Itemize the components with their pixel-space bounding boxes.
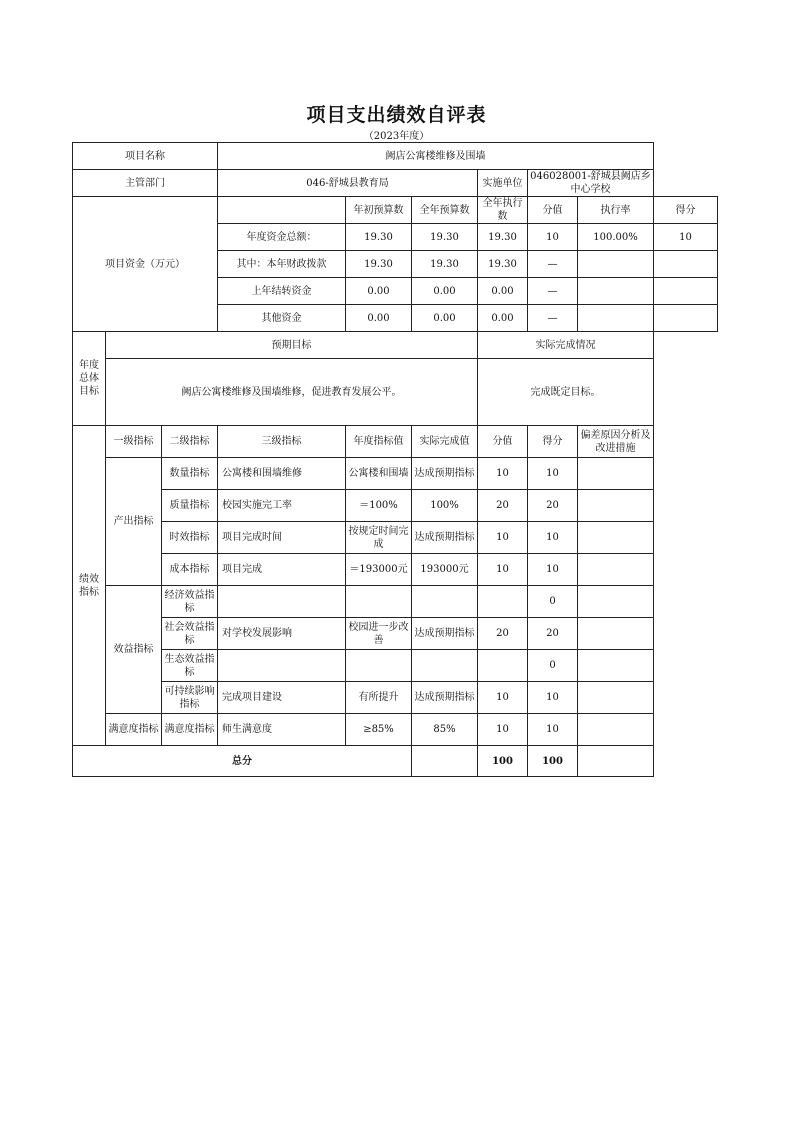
indicator-note — [578, 714, 654, 746]
indicator-weight: 20 — [478, 618, 528, 650]
indicator-header: 三级指标 — [218, 426, 346, 458]
indicator-score: 10 — [528, 554, 578, 586]
indicator-note — [578, 554, 654, 586]
goals-content-row — [73, 359, 718, 426]
funds-header: 年初预算数 — [346, 197, 412, 224]
funds-full: 19.30 — [412, 224, 478, 251]
funds-exec: 0.00 — [478, 305, 528, 332]
funds-weight: — — [528, 305, 578, 332]
project-value: 阙店公寓楼维修及围墙 — [218, 143, 654, 170]
indicator-l3: 项目完成 — [218, 554, 346, 586]
funds-rate — [578, 251, 654, 278]
indicator-l2: 成本指标 — [162, 554, 218, 586]
indicator-actual — [412, 586, 478, 618]
indicator-weight: 10 — [478, 554, 528, 586]
goals-actual-header: 实际完成情况 — [478, 332, 654, 359]
impl-unit-label: 实施单位 — [478, 170, 528, 197]
indicator-actual: 达成预期指标 — [412, 618, 478, 650]
indicator-score: 20 — [528, 618, 578, 650]
funds-weight: — — [528, 251, 578, 278]
evaluation-table — [72, 142, 718, 777]
indicator-l3: 对学校发展影响 — [218, 618, 346, 650]
funds-weight: 10 — [528, 224, 578, 251]
funds-full: 0.00 — [412, 305, 478, 332]
funds-score — [654, 305, 718, 332]
indicator-header: 分值 — [478, 426, 528, 458]
impl-unit-value: 046028001-舒城县阙店乡中心学校 — [528, 170, 654, 197]
indicator-score: 10 — [528, 522, 578, 554]
indicator-row — [73, 650, 718, 682]
indicator-actual: 100% — [412, 490, 478, 522]
indicator-target: 有所提升 — [346, 682, 412, 714]
indicator-target: 按规定时间完成 — [346, 522, 412, 554]
indicator-l2: 质量指标 — [162, 490, 218, 522]
page-title: 项目支出绩效自评表 — [306, 104, 487, 126]
indicator-target: 校园进一步改善 — [346, 618, 412, 650]
indicator-weight: 10 — [478, 458, 528, 490]
funds-label: 项目资金（万元） — [73, 197, 218, 332]
indicator-l2: 满意度指标 — [162, 714, 218, 746]
total-note — [578, 746, 654, 777]
indicator-l3: 项目完成时间 — [218, 522, 346, 554]
indicator-weight — [478, 586, 528, 618]
funds-header: 全年执行数 — [478, 197, 528, 224]
total-score: 100 — [528, 746, 578, 777]
indicator-actual: 达成预期指标 — [412, 522, 478, 554]
indicator-note — [578, 682, 654, 714]
indicator-header: 年度指标值 — [346, 426, 412, 458]
department-row — [73, 170, 718, 197]
indicator-note — [578, 490, 654, 522]
indicator-target: ＝193000元 — [346, 554, 412, 586]
goals-expected-header: 预期目标 — [106, 332, 478, 359]
funds-header: 分值 — [528, 197, 578, 224]
level1-satisfaction: 满意度指标 — [106, 714, 162, 746]
indicator-note — [578, 650, 654, 682]
funds-rate — [578, 278, 654, 305]
indicator-row — [73, 490, 718, 522]
indicator-weight — [478, 650, 528, 682]
indicator-note — [578, 586, 654, 618]
indicator-l2: 经济效益指标 — [162, 586, 218, 618]
indicator-target — [346, 650, 412, 682]
total-label: 总分 — [73, 746, 412, 777]
indicator-note — [578, 618, 654, 650]
funds-rate — [578, 305, 654, 332]
indicator-row — [73, 458, 718, 490]
level1-benefit: 效益指标 — [106, 586, 162, 714]
indicator-l2: 社会效益指标 — [162, 618, 218, 650]
indicator-note — [578, 522, 654, 554]
indicator-row — [73, 586, 718, 618]
indicator-header: 得分 — [528, 426, 578, 458]
indicator-target: 公寓楼和围墙 — [346, 458, 412, 490]
indicator-row — [73, 522, 718, 554]
indicators-label: 绩效指标 — [73, 426, 106, 746]
goals-actual-text: 完成既定目标。 — [478, 359, 654, 426]
project-row — [73, 143, 718, 170]
funds-exec: 19.30 — [478, 224, 528, 251]
indicator-score: 20 — [528, 490, 578, 522]
funds-exec: 0.00 — [478, 278, 528, 305]
indicator-l3: 师生满意度 — [218, 714, 346, 746]
indicator-l3: 完成项目建设 — [218, 682, 346, 714]
indicator-header: 实际完成值 — [412, 426, 478, 458]
funds-full: 19.30 — [412, 251, 478, 278]
indicator-actual: 193000元 — [412, 554, 478, 586]
indicator-row — [73, 554, 718, 586]
indicator-score: 10 — [528, 458, 578, 490]
indicator-actual: 达成预期指标 — [412, 682, 478, 714]
level1-output: 产出指标 — [106, 458, 162, 586]
funds-header: 执行率 — [578, 197, 654, 224]
indicator-l3: 校园实施完工率 — [218, 490, 346, 522]
funds-score — [654, 251, 718, 278]
indicator-header: 二级指标 — [162, 426, 218, 458]
funds-row-name: 年度资金总额： — [218, 224, 346, 251]
funds-row-name: 其中：本年财政拨款 — [218, 251, 346, 278]
funds-score: 10 — [654, 224, 718, 251]
indicator-target — [346, 586, 412, 618]
indicator-l3 — [218, 586, 346, 618]
funds-header-blank — [218, 197, 346, 224]
indicator-score: 0 — [528, 586, 578, 618]
project-label: 项目名称 — [73, 143, 218, 170]
indicator-row — [73, 618, 718, 650]
indicator-l2: 数量指标 — [162, 458, 218, 490]
funds-init: 19.30 — [346, 224, 412, 251]
funds-row-name: 上年结转资金 — [218, 278, 346, 305]
funds-init: 0.00 — [346, 278, 412, 305]
indicator-l3 — [218, 650, 346, 682]
total-blank — [412, 746, 478, 777]
indicator-score: 10 — [528, 682, 578, 714]
indicator-score: 0 — [528, 650, 578, 682]
department-value: 046-舒城县教育局 — [218, 170, 478, 197]
indicator-weight: 20 — [478, 490, 528, 522]
total-row — [73, 746, 718, 777]
indicator-l2: 可持续影响指标 — [162, 682, 218, 714]
indicator-actual: 达成预期指标 — [412, 458, 478, 490]
funds-weight: — — [528, 278, 578, 305]
indicator-target: ≥85% — [346, 714, 412, 746]
funds-rate: 100.00% — [578, 224, 654, 251]
indicator-header: 一级指标 — [106, 426, 162, 458]
year-label: （2023年度） — [363, 131, 430, 142]
indicator-weight: 10 — [478, 522, 528, 554]
indicator-weight: 10 — [478, 682, 528, 714]
funds-header: 全年预算数 — [412, 197, 478, 224]
funds-row-name: 其他资金 — [218, 305, 346, 332]
funds-init: 19.30 — [346, 251, 412, 278]
indicators-header-row — [73, 426, 718, 458]
department-label: 主管部门 — [73, 170, 218, 197]
indicator-row — [73, 714, 718, 746]
indicator-l3: 公寓楼和围墙维修 — [218, 458, 346, 490]
total-weight: 100 — [478, 746, 528, 777]
funds-exec: 19.30 — [478, 251, 528, 278]
indicator-actual — [412, 650, 478, 682]
goals-header-row — [73, 332, 718, 359]
goals-expected-text: 阙店公寓楼维修及围墙维修，促进教育发展公平。 — [106, 359, 478, 426]
funds-header: 得分 — [654, 197, 718, 224]
funds-header-row — [73, 197, 718, 224]
indicator-actual: 85% — [412, 714, 478, 746]
funds-init: 0.00 — [346, 305, 412, 332]
indicator-row — [73, 682, 718, 714]
indicator-score: 10 — [528, 714, 578, 746]
indicator-header: 偏差原因分析及改进措施 — [578, 426, 654, 458]
goals-label: 年度总体目标 — [73, 332, 106, 426]
funds-full: 0.00 — [412, 278, 478, 305]
indicator-l2: 生态效益指标 — [162, 650, 218, 682]
indicator-target: ＝100% — [346, 490, 412, 522]
indicator-weight: 10 — [478, 714, 528, 746]
indicator-note — [578, 458, 654, 490]
funds-score — [654, 278, 718, 305]
indicator-l2: 时效指标 — [162, 522, 218, 554]
